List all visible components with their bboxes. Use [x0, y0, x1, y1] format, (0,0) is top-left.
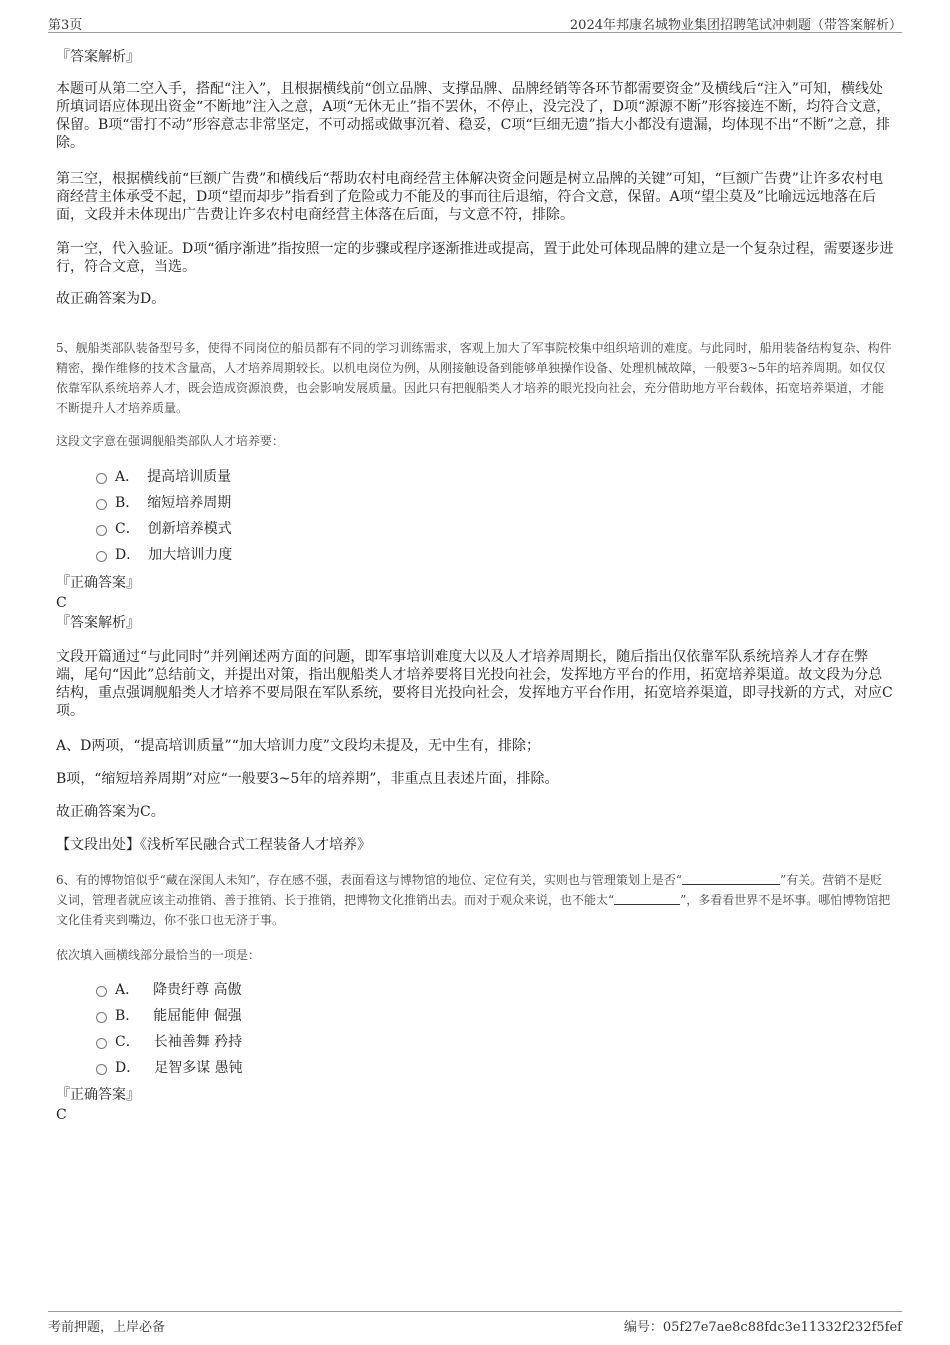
- q6-option-c[interactable]: C． 长袖善舞 矜持: [96, 1032, 242, 1052]
- prev-answer-line: 故正确答案为D。: [56, 291, 166, 307]
- q5-analysis-paragraph-3: B项，“缩短培养周期”对应“一般要3~5年的培养期”，非重点且表述片面，排除。: [56, 771, 559, 787]
- q6-answer-title: 『正确答案』: [56, 1087, 140, 1103]
- document-id: 编号：05f27e7ae8c88fdc3e11332f232f5fef: [623, 1320, 902, 1335]
- q5-analysis-paragraph-2: A、D两项，“提高培训质量”“加大培训力度”文段均未提及，无中生有，排除；: [56, 738, 540, 754]
- q6-option-b[interactable]: B． 能屈能伸 倔强: [96, 1006, 242, 1026]
- document-title: 2024年邦康名城物业集团招聘笔试冲刺题（带答案解析）: [569, 18, 902, 33]
- q5-analysis-paragraph-1: 文段开篇通过“与此同时”并列阐述两方面的问题，即军事培训难度大以及人才培养周期长，随后指出仅依靠军队系统培养人才存在弊端，尾句“因此”总结前文，并提出对策，指出舰船类人才培养要将目光投向社会，发挥地方平台的作用，拓宽培养渠道。故文段为分总结构，重点强调舰船类人才培养不要局限在军队系统，要将目光投向社会，发挥地方平台作用，拓宽培养渠道，即寻找新的方式，对应C项。: [56, 649, 893, 719]
- q5-source: 【文段出处】《浅析军民融合式工程装备人才培养》: [56, 837, 371, 853]
- page-number: 第3页: [48, 18, 83, 33]
- radio-icon[interactable]: [96, 551, 107, 562]
- page-header: [48, 14, 902, 33]
- q6-blank-2: [614, 892, 680, 905]
- radio-icon[interactable]: [96, 986, 107, 997]
- q5-option-b[interactable]: B． 缩短培养周期: [96, 493, 231, 513]
- q5-analysis-title: 『答案解析』: [56, 615, 140, 631]
- q6-stem: 6、有的博物馆似乎“藏在深闺人未知”，存在感不强，表面看这与博物馆的地位、定位有关，实则也与管理策划上是否“ ”有关。营销不是贬义词，管理者就应该主动推销、善于推销、长于推销，把博物文化推销出去。而对于观众来说，也不能太“ ”，多看看世界不是坏事。哪怕博物馆把文化佳肴夹到嘴边，你不张口也无济于事。: [56, 873, 891, 927]
- radio-icon[interactable]: [96, 473, 107, 484]
- prev-analysis-paragraph-2: 第三空，根据横线前“巨额广告费”和横线后“帮助农村电商经营主体解决资金问题是树立品牌的关键”可知，“巨额广告费”让许多农村电商经营主体承受不起，D项“望而却步”指看到了危险或力不能及的事而往后退缩，符合文意，保留。A项“望尘莫及”比喻远远地落在后面，文段并未体现出广告费让许多农村电商经营主体落在后面，与文意不符，排除。: [56, 171, 883, 223]
- footer-slogan: 考前押题，上岸必备: [48, 1320, 166, 1335]
- q6-option-a[interactable]: A． 降贵纡尊 高傲: [96, 980, 242, 1000]
- q6-answer: C: [56, 1107, 67, 1123]
- q5-option-a[interactable]: A． 提高培训质量: [96, 467, 231, 487]
- prev-analysis-paragraph-3: 第一空，代入验证。D项“循序渐进”指按照一定的步骤或程序逐渐推进或提高，置于此处可体现品牌的建立是一个复杂过程，需要逐步进行，符合文意，当选。: [56, 241, 894, 275]
- radio-icon[interactable]: [96, 525, 107, 536]
- q5-option-c[interactable]: C． 创新培养模式: [96, 519, 232, 539]
- q5-stem: 5、舰船类部队装备型号多，使得不同岗位的船员都有不同的学习训练需求，客观上加大了军事院校集中组织培训的难度。与此同时，船用装备结构复杂、构件精密，操作维修的技术含量高，人才培养周期较长。以机电岗位为例，从刚接触设备到能够单独操作设备、处理机械故障，一般要3~5年的培养周期。如仅仅依靠军队系统培养人才，既会造成资源浪费，也会影响发展质量。因此只有把舰船类人才培养的眼光投向社会，充分借助地方平台载体，拓宽培养渠道，才能不断提升人才培养质量。: [56, 341, 892, 415]
- q5-answer-line: 故正确答案为C。: [56, 804, 165, 820]
- page-footer: [48, 1311, 902, 1334]
- q5-option-d[interactable]: D． 加大培训力度: [96, 545, 232, 565]
- prev-analysis-title: 『答案解析』: [56, 49, 140, 65]
- q5-answer: C: [56, 595, 67, 611]
- q6-question: 依次填入画横线部分最恰当的一项是：: [56, 948, 261, 962]
- q5-question: 这段文字意在强调舰船类部队人才培养要：: [56, 434, 285, 448]
- prev-analysis-paragraph-1: 本题可从第二空入手，搭配“注入”，且根据横线前“创立品牌、支撑品牌、品牌经销等各环节都需要资金”及横线后“注入”可知，横线处所填词语应体现出资金“不断地”注入之意，A项“无休无止”指不罢休，不停止，没完没了，D项“源源不断”形容接连不断，均符合文意，保留。B项“雷打不动”形容意志非常坚定，不可动摇或做事沉着、稳妥，C项“巨细无遗”指大小都没有遗漏，均体现不出“不断”之意，排除。: [56, 81, 891, 151]
- radio-icon[interactable]: [96, 1064, 107, 1075]
- radio-icon[interactable]: [96, 499, 107, 510]
- q6-blank-1: [682, 872, 780, 885]
- radio-icon[interactable]: [96, 1038, 107, 1049]
- radio-icon[interactable]: [96, 1012, 107, 1023]
- q6-option-d[interactable]: D． 足智多谋 愚钝: [96, 1058, 243, 1078]
- q5-answer-title: 『正确答案』: [56, 575, 140, 591]
